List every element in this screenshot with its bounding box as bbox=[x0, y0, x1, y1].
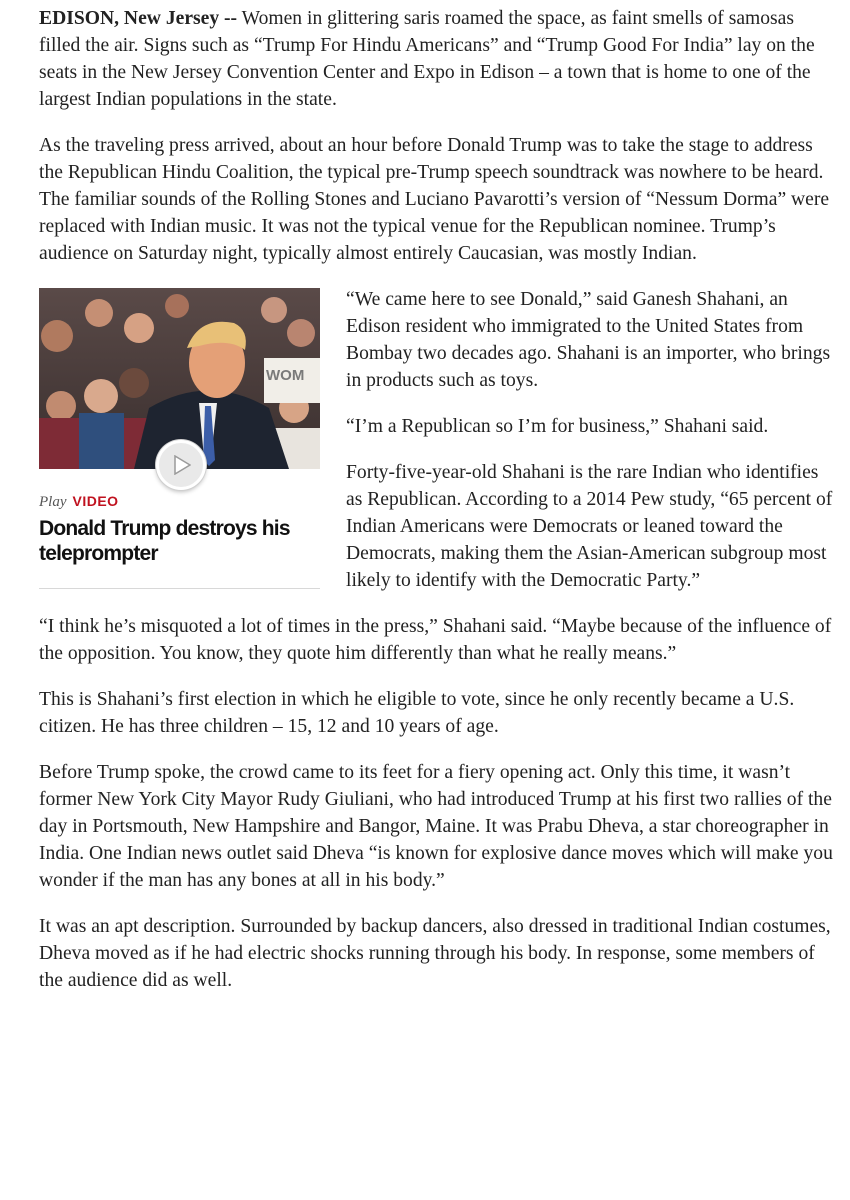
video-title[interactable]: Donald Trump destroys his teleprompter bbox=[39, 516, 320, 589]
article-paragraph: Before Trump spoke, the crowd came to its feet for a fiery opening act. Only this time, it wasn’t former New York City Mayor Rudy Giuliani, who had introduced Trump at his first two rallies of the day in Portsmouth, New Hampshire and Bangor, Maine. It was Prabu Dheva, a star choreographer in India. One Indian news outlet said Dheva “is known for explosive dance moves which will make you wonder if the man has any bones at all in his body.” bbox=[39, 762, 833, 891]
dateline: EDISON, New Jersey -- bbox=[39, 8, 238, 29]
video-label[interactable] bbox=[39, 491, 320, 512]
play-icon bbox=[173, 455, 191, 475]
article-paragraph: It was an apt description. Surrounded by backup dancers, also dressed in traditional Indian costumes, Dheva moved as if he had electric shocks running through his body. In response, some members of the audience did as well. bbox=[39, 916, 831, 991]
article-paragraph: Forty-five-year-old Shahani is the rare Indian who identifies as Republican. According to a 2014 Pew study, “65 percent of Indian Americans were Democrats or leaned toward the Democrats, making them the Asian-American subgroup most likely to identify with the Democratic Party.” bbox=[346, 462, 833, 591]
article-paragraph: This is Shahani’s first election in which he eligible to vote, since he only recently became a U.S. citizen. He has three children – 15, 12 and 10 years of age. bbox=[39, 689, 795, 737]
paragraph-text: Women in glittering saris roamed the space, as faint smells of samosas filled the air. Signs such as “Trump For Hindu Americans” and “Trump Good For India” lay on the seats in the New Jersey Convention Center and Expo in Edison – a town that is home to one of the largest Indian populations in the state. bbox=[39, 8, 815, 110]
article-paragraph bbox=[39, 5, 835, 113]
article-paragraph: “We came here to see Donald,” said Ganesh Shahani, an Edison resident who immigrated to the United States from Bombay two decades ago. Shahani is an importer, who brings in products such as toys. bbox=[346, 289, 831, 391]
video-embed[interactable] bbox=[39, 288, 320, 589]
play-button[interactable] bbox=[156, 440, 206, 490]
article-paragraph: “I think he’s misquoted a lot of times in the press,” Shahani said. “Maybe because of the influence of the opposition. You know, they quote him differently than what he really means.” bbox=[39, 616, 832, 664]
article-body bbox=[39, 5, 835, 1013]
article-paragraph: As the traveling press arrived, about an hour before Donald Trump was to take the stage to address the Republican Hindu Coalition, the typical pre-Trump speech soundtrack was nowhere to be heard. The familiar sounds of the Rolling Stones and Luciano Pavarotti’s version of “Nessum Dorma” were replaced with Indian music. It was not the typical venue for the Republican nominee. Trump’s audience on Saturday night, typically almost entirely Caucasian, was mostly Indian. bbox=[39, 135, 830, 264]
play-label[interactable]: Play bbox=[39, 494, 67, 510]
video-thumbnail[interactable] bbox=[39, 288, 320, 469]
article-paragraph: “I’m a Republican so I’m for business,” Shahani said. bbox=[346, 416, 769, 437]
sign-text: WOM bbox=[266, 367, 305, 384]
video-tag[interactable]: VIDEO bbox=[72, 493, 119, 509]
